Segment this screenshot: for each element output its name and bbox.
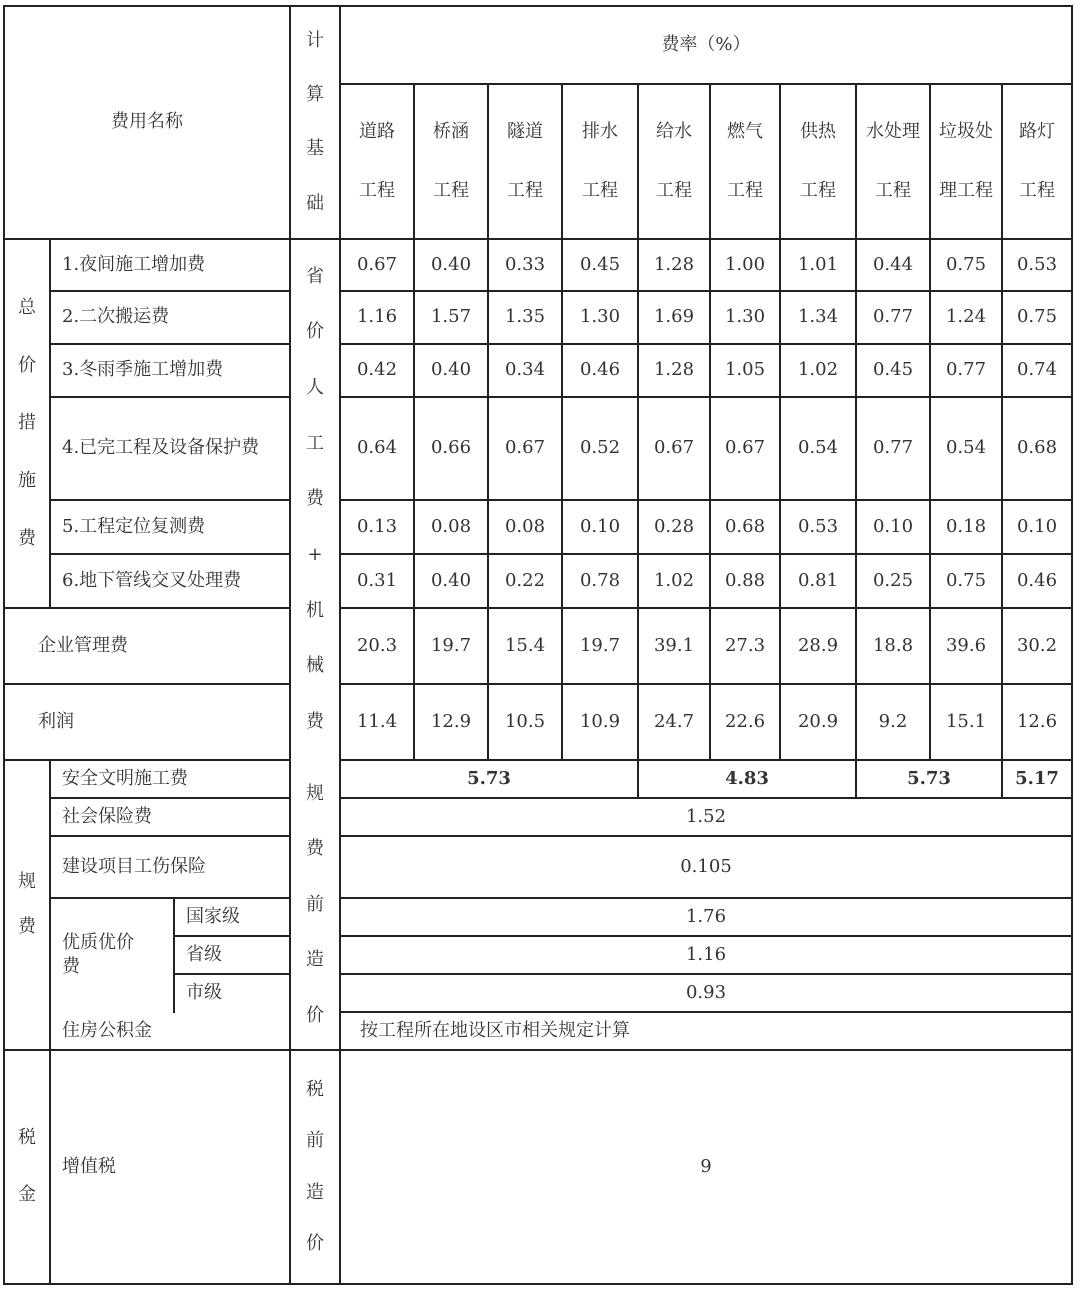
rate-value: 0.66 xyxy=(430,437,472,459)
rate-value: 0.10 xyxy=(579,515,621,537)
rate-value: 0.67 xyxy=(653,437,695,459)
tax-calc-base-char: 税 xyxy=(306,1078,324,1100)
rate-value: 11.4 xyxy=(356,710,398,732)
grid-line xyxy=(1001,759,1003,799)
column-header-line: 工程 xyxy=(727,179,763,201)
grid-line xyxy=(3,1283,1073,1285)
rate-value: 0.40 xyxy=(430,569,472,591)
grid-line xyxy=(3,607,291,609)
rate-value: 0.46 xyxy=(1016,569,1058,591)
rate-value: 1.28 xyxy=(653,253,695,275)
grid-line xyxy=(561,83,563,761)
grid-line xyxy=(339,935,1073,937)
measures-group-label-char: 费 xyxy=(18,527,36,549)
fees-calc-base-char: 前 xyxy=(306,893,324,915)
column-header xyxy=(562,84,638,239)
measures-group-label-char: 总 xyxy=(18,296,36,318)
rate-value: 0.52 xyxy=(579,437,621,459)
fees-calc-base xyxy=(290,760,340,1050)
measure-item-label: 3.冬雨季施工增加费 xyxy=(62,359,224,381)
grid-line xyxy=(339,973,1073,975)
tax-group-label-char: 金 xyxy=(18,1184,36,1206)
vat-label: 增值税 xyxy=(62,1155,116,1177)
measures-calc-base-char: 费 xyxy=(306,488,324,510)
fees-calc-base-char: 价 xyxy=(306,1005,324,1027)
column-header-line: 工程 xyxy=(433,179,469,201)
safety-fee-label: 安全文明施工费 xyxy=(62,767,188,789)
column-header-line: 路灯 xyxy=(1019,121,1055,143)
rate-value: 1.02 xyxy=(653,569,695,591)
rate-value: 0.18 xyxy=(945,515,987,537)
column-header-line: 燃气 xyxy=(727,121,763,143)
column-header-line: 工程 xyxy=(507,179,543,201)
rate-value: 0.25 xyxy=(872,569,914,591)
calc-base-header-char: 计 xyxy=(306,29,324,51)
rate-value: 10.9 xyxy=(579,710,621,732)
rate-value: 1.57 xyxy=(430,306,472,328)
quality-national-label: 国家级 xyxy=(186,905,240,927)
social-insurance-label: 社会保险费 xyxy=(62,805,152,827)
rate-value: 0.31 xyxy=(356,569,398,591)
grid-line xyxy=(3,1049,1073,1051)
measure-item-label: 1.夜间施工增加费 xyxy=(62,253,206,275)
quality-fee-label: 优质优价费 xyxy=(62,931,134,977)
grid-line xyxy=(339,897,1073,899)
measures-calc-base xyxy=(290,239,340,760)
grid-line xyxy=(929,83,931,761)
social-insurance-value: 1.52 xyxy=(685,805,727,827)
rate-value: 0.77 xyxy=(872,306,914,328)
grid-line xyxy=(3,5,5,1285)
grid-line xyxy=(49,499,291,501)
grid-line xyxy=(173,973,291,975)
rate-value: 0.28 xyxy=(653,515,695,537)
fees-calc-base-char: 造 xyxy=(306,949,324,971)
rate-value: 22.6 xyxy=(724,710,766,732)
column-header-line: 供热 xyxy=(800,121,836,143)
grid-line xyxy=(855,83,857,761)
rate-value: 1.05 xyxy=(724,359,766,381)
rate-value: 0.77 xyxy=(945,359,987,381)
rate-value: 1.69 xyxy=(653,306,695,328)
rate-value: 18.8 xyxy=(872,634,914,656)
column-header xyxy=(638,84,710,239)
fee-rate-table xyxy=(4,6,1072,1284)
column-header xyxy=(780,84,856,239)
column-header-line: 隧道 xyxy=(507,121,543,143)
rate-value: 1.30 xyxy=(579,306,621,328)
fee-name-header: 费用名称 xyxy=(111,111,183,133)
grid-line xyxy=(49,897,291,899)
measures-group-label-char: 施 xyxy=(18,470,36,492)
injury-insurance-label: 建设项目工伤保险 xyxy=(62,855,206,877)
rate-value: 27.3 xyxy=(724,634,766,656)
rate-value: 0.67 xyxy=(504,437,546,459)
rate-value: 0.74 xyxy=(1016,359,1058,381)
rate-value: 0.13 xyxy=(356,515,398,537)
column-header-line: 工程 xyxy=(1019,179,1055,201)
rate-value: 15.4 xyxy=(504,634,546,656)
quality-city-label: 市级 xyxy=(186,981,222,1003)
grid-line xyxy=(339,835,1073,837)
measure-item-label: 4.已完工程及设备保护费 xyxy=(62,437,260,459)
rate-value: 39.6 xyxy=(945,634,987,656)
rate-value: 0.44 xyxy=(872,253,914,275)
rate-value: 0.68 xyxy=(724,515,766,537)
tax-calc-base-char: 造 xyxy=(306,1181,324,1203)
column-header-line: 工程 xyxy=(582,179,618,201)
column-header-line: 工程 xyxy=(359,179,395,201)
column-header-line: 理工程 xyxy=(939,179,993,201)
rate-value: 1.01 xyxy=(797,253,839,275)
measures-calc-base-char: 价 xyxy=(306,321,324,343)
grid-line xyxy=(49,835,291,837)
rate-value: 0.54 xyxy=(945,437,987,459)
grid-line xyxy=(339,607,1073,609)
rate-value: 19.7 xyxy=(430,634,472,656)
rate-value: 1.30 xyxy=(724,306,766,328)
calc-base-header xyxy=(290,6,340,239)
rate-value: 0.53 xyxy=(797,515,839,537)
rate-value: 0.42 xyxy=(356,359,398,381)
grid-line xyxy=(339,396,1073,398)
grid-line xyxy=(339,759,1073,761)
measures-group-label-char: 措 xyxy=(18,412,36,434)
calc-base-header-char: 基 xyxy=(306,138,324,160)
fees-calc-base-char: 规 xyxy=(306,782,324,804)
measures-calc-base-char: 省 xyxy=(306,265,324,287)
rate-value: 12.9 xyxy=(430,710,472,732)
rate-value: 10.5 xyxy=(504,710,546,732)
column-header xyxy=(930,84,1002,239)
housing-fund-label: 住房公积金 xyxy=(62,1019,152,1041)
rate-value: 19.7 xyxy=(579,634,621,656)
grid-line xyxy=(339,290,1073,292)
measure-item-label: 5.工程定位复测费 xyxy=(62,515,206,537)
grid-line xyxy=(339,499,1073,501)
injury-insurance-value: 0.105 xyxy=(680,855,732,877)
grid-line xyxy=(339,1011,1073,1013)
rate-value: 28.9 xyxy=(797,634,839,656)
rate-value: 39.1 xyxy=(653,634,695,656)
rate-value: 12.6 xyxy=(1016,710,1058,732)
column-header-line: 排水 xyxy=(582,121,618,143)
measure-item-label: 2.二次搬运费 xyxy=(62,306,170,328)
grid-line xyxy=(339,797,1073,799)
column-header xyxy=(856,84,930,239)
rate-value: 0.75 xyxy=(945,569,987,591)
rate-value: 1.24 xyxy=(945,306,987,328)
tax-calc-base xyxy=(290,1050,340,1284)
rate-value: 0.46 xyxy=(579,359,621,381)
column-header-line: 给水 xyxy=(656,121,692,143)
grid-line xyxy=(339,83,1073,85)
rate-value: 1.28 xyxy=(653,359,695,381)
mgmt-fee-label: 企业管理费 xyxy=(38,634,128,656)
vat-value: 9 xyxy=(700,1155,712,1177)
grid-line xyxy=(49,396,291,398)
grid-line xyxy=(173,935,291,937)
grid-line xyxy=(339,683,1073,685)
rate-value: 0.33 xyxy=(504,253,546,275)
rate-value: 0.45 xyxy=(579,253,621,275)
grid-line xyxy=(3,759,291,761)
rate-header: 费率（%） xyxy=(661,33,751,55)
grid-line xyxy=(3,238,1073,240)
measures-group-label xyxy=(4,239,50,608)
measures-calc-base-char: 械 xyxy=(306,655,324,677)
grid-line xyxy=(1071,5,1073,1285)
measures-group-label-char: 价 xyxy=(18,354,36,376)
quality-city-value: 0.93 xyxy=(685,981,727,1003)
grid-line xyxy=(49,759,51,1285)
rate-value: 9.2 xyxy=(878,710,908,732)
rate-value: 0.40 xyxy=(430,359,472,381)
safety-rate-value: 4.83 xyxy=(725,767,769,789)
column-header xyxy=(414,84,488,239)
tax-group-label xyxy=(4,1050,50,1284)
tax-group-label-char: 税 xyxy=(18,1127,36,1149)
rate-value: 0.40 xyxy=(430,253,472,275)
fees-group-label-char: 费 xyxy=(18,916,36,938)
column-header-line: 工程 xyxy=(800,179,836,201)
column-header xyxy=(1002,84,1072,239)
measures-calc-base-char: 人 xyxy=(306,376,324,398)
rate-value: 0.54 xyxy=(797,437,839,459)
column-header-line: 道路 xyxy=(359,121,395,143)
grid-line xyxy=(637,83,639,761)
grid-line xyxy=(1001,83,1003,761)
grid-line xyxy=(339,553,1073,555)
quality-provincial-label: 省级 xyxy=(186,943,222,965)
column-header-line: 桥涵 xyxy=(433,121,469,143)
rate-value: 0.08 xyxy=(504,515,546,537)
rate-value: 20.9 xyxy=(797,710,839,732)
rate-value: 20.3 xyxy=(356,634,398,656)
column-header-line: 垃圾处 xyxy=(939,121,993,143)
measures-calc-base-char: 工 xyxy=(306,432,324,454)
rate-value: 15.1 xyxy=(945,710,987,732)
column-header-line: 工程 xyxy=(656,179,692,201)
column-header xyxy=(340,84,414,239)
rate-value: 0.78 xyxy=(579,569,621,591)
fees-group-label-char: 规 xyxy=(18,871,36,893)
rate-value: 0.67 xyxy=(724,437,766,459)
rate-value: 24.7 xyxy=(653,710,695,732)
fees-group-label xyxy=(4,760,50,1050)
column-header-line: 工程 xyxy=(875,179,911,201)
rate-value: 0.75 xyxy=(1016,306,1058,328)
column-header xyxy=(488,84,562,239)
grid-line xyxy=(855,759,857,799)
rate-value: 0.53 xyxy=(1016,253,1058,275)
column-header-line: 水处理 xyxy=(866,121,920,143)
tax-calc-base-char: 前 xyxy=(306,1130,324,1152)
grid-line xyxy=(637,759,639,799)
grid-line xyxy=(3,5,1073,7)
rate-value: 0.81 xyxy=(797,569,839,591)
rate-value: 1.34 xyxy=(797,306,839,328)
grid-line xyxy=(49,553,291,555)
rate-value: 0.10 xyxy=(1016,515,1058,537)
safety-rate-value: 5.73 xyxy=(907,767,951,789)
safety-rate-value: 5.17 xyxy=(1015,767,1059,789)
grid-line xyxy=(779,83,781,761)
rate-value: 0.45 xyxy=(872,359,914,381)
rate-value: 0.64 xyxy=(356,437,398,459)
grid-line xyxy=(49,238,51,609)
grid-line xyxy=(487,83,489,761)
grid-line xyxy=(339,343,1073,345)
quality-national-value: 1.76 xyxy=(685,905,727,927)
rate-value: 0.75 xyxy=(945,253,987,275)
profit-label: 利润 xyxy=(38,710,74,732)
grid-line xyxy=(339,5,341,1285)
rate-value: 1.02 xyxy=(797,359,839,381)
tax-calc-base-char: 价 xyxy=(306,1233,324,1255)
calc-base-header-char: 础 xyxy=(306,192,324,214)
rate-value: 0.77 xyxy=(872,437,914,459)
grid-line xyxy=(289,5,291,1285)
rate-value: 0.08 xyxy=(430,515,472,537)
rate-value: 1.00 xyxy=(724,253,766,275)
rate-value: 1.35 xyxy=(504,306,546,328)
measure-item-label: 6.地下管线交叉处理费 xyxy=(62,569,242,591)
rate-value: 0.22 xyxy=(504,569,546,591)
rate-value: 0.67 xyxy=(356,253,398,275)
rate-value: 0.10 xyxy=(872,515,914,537)
housing-fund-value: 按工程所在地设区市相关规定计算 xyxy=(360,1019,630,1041)
rate-value: 1.16 xyxy=(356,306,398,328)
rate-value: 0.34 xyxy=(504,359,546,381)
fees-calc-base-char: 费 xyxy=(306,838,324,860)
rate-value: 30.2 xyxy=(1016,634,1058,656)
calc-base-header-char: 算 xyxy=(306,84,324,106)
quality-provincial-value: 1.16 xyxy=(685,943,727,965)
measures-calc-base-char: 机 xyxy=(306,599,324,621)
rate-value: 0.88 xyxy=(724,569,766,591)
grid-line xyxy=(49,343,291,345)
rate-value: 0.68 xyxy=(1016,437,1058,459)
grid-line xyxy=(173,897,175,1013)
grid-line xyxy=(49,797,291,799)
measures-calc-base-char: 费 xyxy=(306,710,324,732)
grid-line xyxy=(3,683,291,685)
grid-line xyxy=(709,83,711,761)
grid-line xyxy=(413,83,415,761)
column-header xyxy=(710,84,780,239)
grid-line xyxy=(49,290,291,292)
measures-calc-base-char: + xyxy=(307,543,323,565)
safety-rate-value: 5.73 xyxy=(467,767,511,789)
